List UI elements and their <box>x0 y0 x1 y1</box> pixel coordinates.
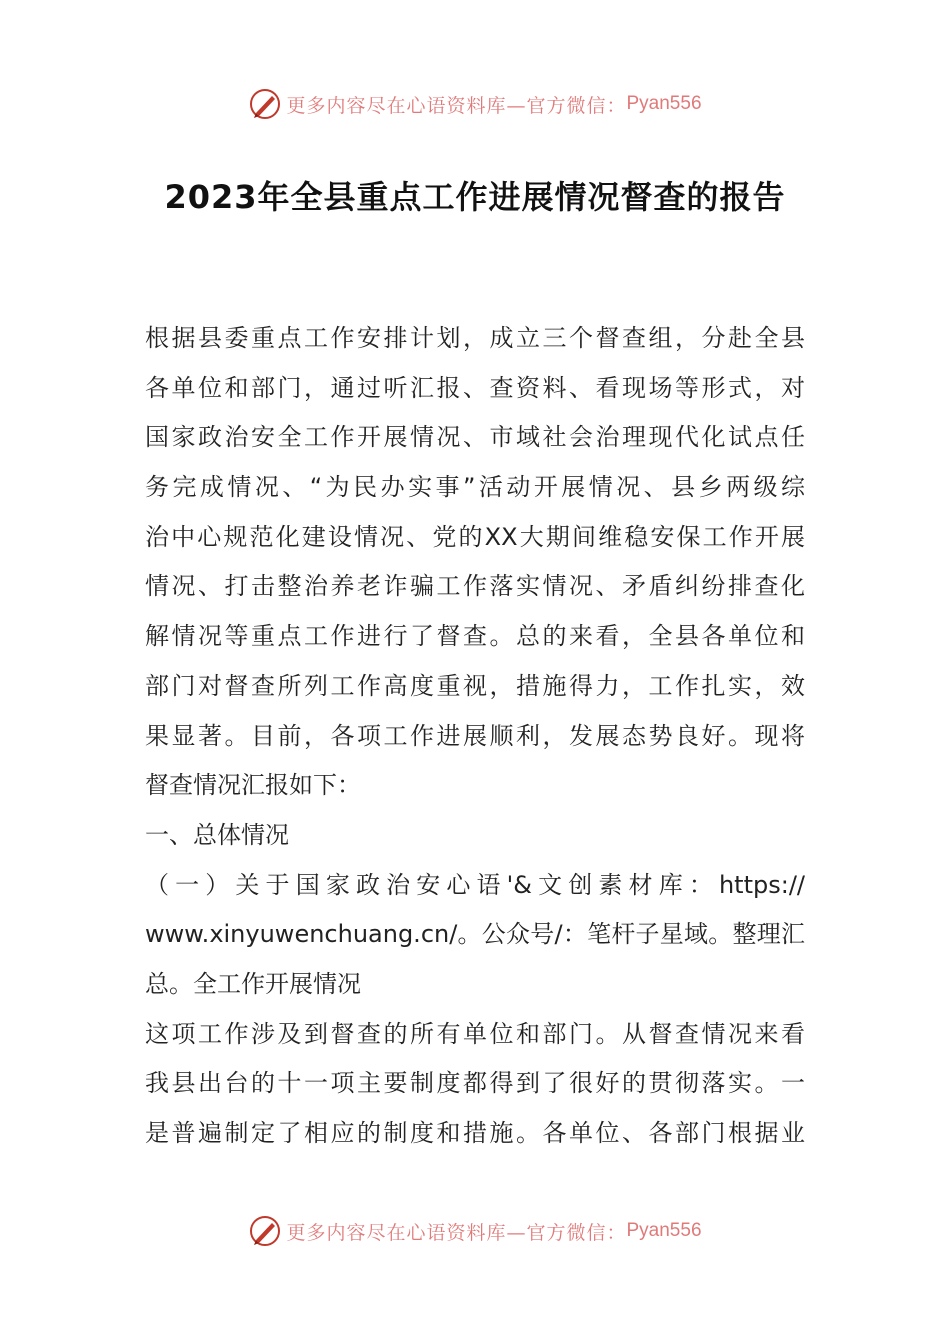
body-line: 督查情况汇报如下： <box>145 771 361 800</box>
body-line: 这项工作涉及到督查的所有单位和部门。从督查情况来看 <box>145 1019 805 1048</box>
watermark-text: 更多内容尽在心语资料库—官方微信： <box>286 94 627 117</box>
body-line: 情况、打击整治养老诈骗工作落实情况、矛盾纠纷排查化 <box>145 572 805 601</box>
body-line: www.xinyuwenchuang.cn/。公众号/：笔杆子星域。整理汇 <box>145 920 805 949</box>
body-line: 根据县委重点工作安排计划，成立三个督查组，分赴全县 <box>145 324 805 352</box>
pen-logo-icon <box>248 1214 282 1248</box>
body-line: 治中心规范化建设情况、党的XX大期间维稳安保工作开展 <box>145 522 805 551</box>
body-line: 果显著。目前，各项工作进展顺利，发展态势良好。现将 <box>145 721 805 750</box>
watermark-wechat-id: Pyan556 <box>626 93 702 114</box>
watermark-footer <box>0 1211 950 1251</box>
body-line: 总。全工作开展情况 <box>145 969 361 998</box>
section-heading: 一、总体情况 <box>145 820 289 849</box>
document-body <box>145 314 805 1159</box>
body-line: 各单位和部门，通过听汇报、查资料、看现场等形式，对 <box>145 373 805 402</box>
body-line: 是普遍制定了相应的制度和措施。各单位、各部门根据业 <box>145 1119 805 1147</box>
watermark-header <box>0 84 950 124</box>
body-line: 解情况等重点工作进行了督查。总的来看，全县各单位和 <box>145 622 805 651</box>
body-line: 我县出台的十一项主要制度都得到了很好的贯彻落实。一 <box>145 1069 805 1098</box>
body-line: 务完成情况、“为民办实事”活动开展情况、县乡两级综 <box>145 473 805 502</box>
pen-logo-icon <box>248 87 282 121</box>
body-line: 部门对督查所列工作高度重视，措施得力，工作扎实，效 <box>145 671 805 700</box>
watermark-text: 更多内容尽在心语资料库—官方微信： <box>286 1221 627 1244</box>
document-title: 2023年全县重点工作进展情况督查的报告 <box>164 178 786 216</box>
watermark-wechat-id: Pyan556 <box>626 1220 702 1241</box>
body-line: 国家政治安全工作开展情况、市域社会治理现代化试点任 <box>145 423 805 452</box>
body-line: （一）关于国家政治安心语'&文创素材库：https:// <box>145 870 805 899</box>
